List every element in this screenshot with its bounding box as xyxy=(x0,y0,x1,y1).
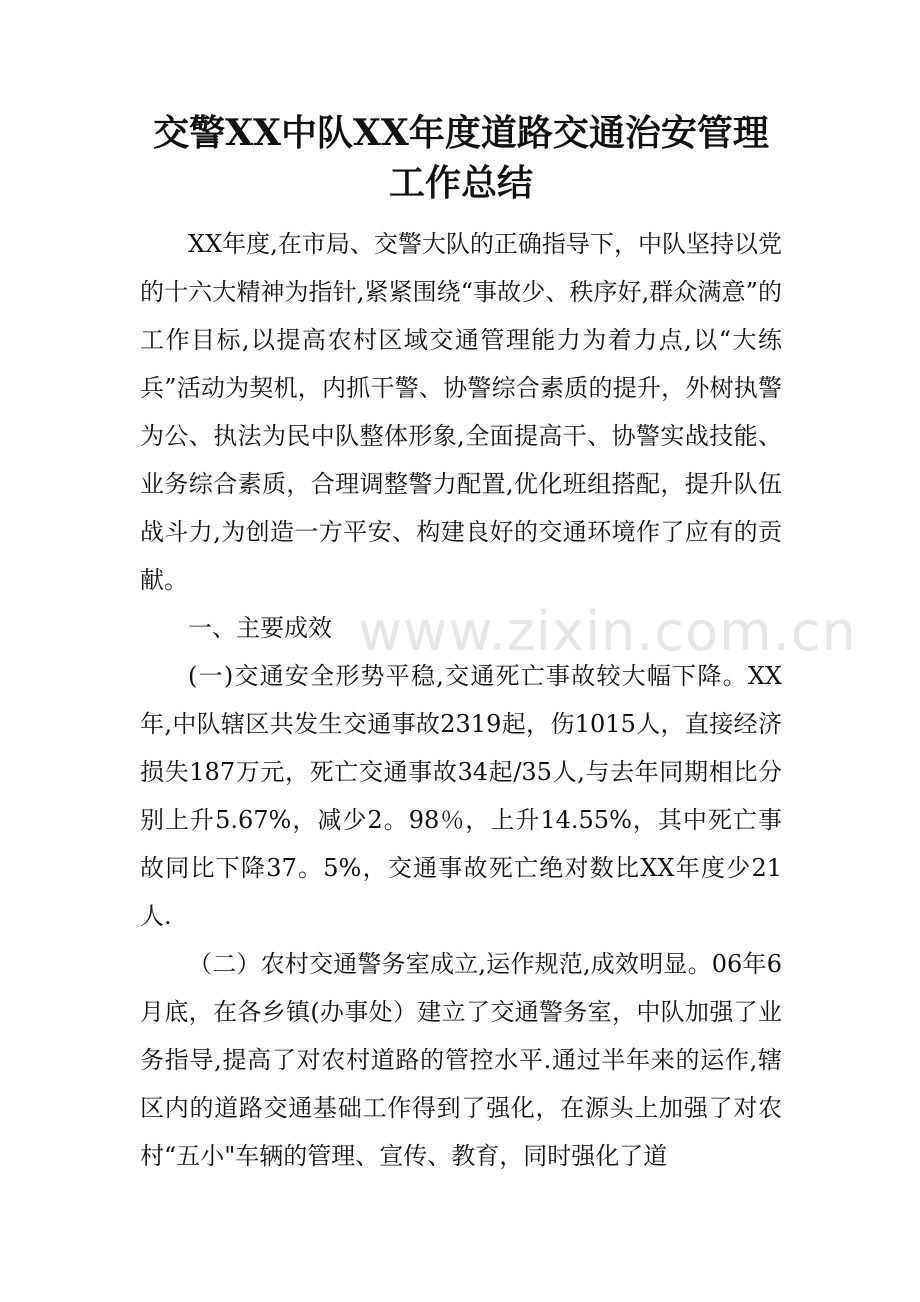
watermark-text: www.zixin.com.cn xyxy=(358,600,857,663)
paragraph-rural-police-office: （二）农村交通警务室成立,运作规范,成效明显。06年6月底，在各乡镇(办事处）建立了交通警务室，中队加强了业务指导,提高了对农村道路的管控水平.通过半年来的运作,辖区内的道路交通基础工作得到了强化，在源头上加强了对农村“五小"车辆的管理、宣传、教育，同时强化了道 xyxy=(140,950,782,1170)
paragraph-traffic-safety: (一)交通安全形势平稳,交通死亡事故较大幅下降。XX年,中队辖区共发生交通事故2319起，伤1015人，直接经济损失187万元，死亡交通事故34起/35人,与去年同期相比分别上升5.67%，减少2。98％，上升14.55%，其中死亡事故同比下降37。5%，交通事故死亡绝对数比XX年度少21人. xyxy=(140,662,782,930)
intro-paragraph: XX年度,在市局、交警大队的正确指导下，中队坚持以党的十六大精神为指针,紧紧围绕“事故少、秩序好,群众满意”的工作目标,以提高农村区域交通管理能力为着力点,以“大练兵”活动为契机，内抓干警、协警综合素质的提升，外树执警为公、执法为民中队整体形象,全面提高干、协警实战技能、业务综合素质，合理调整警力配置,优化班组搭配，提升队伍战斗力,为创造一方平安、构建良好的交通环境作了应有的贡献。 xyxy=(140,230,782,594)
document-page xyxy=(140,108,782,1180)
document-title xyxy=(140,108,782,208)
title-line-2: 工作总结 xyxy=(388,162,533,204)
section-heading-main-results: 一、主要成效 xyxy=(188,614,332,642)
title-line-1: 交警XX中队XX年度道路交通治安管理 xyxy=(153,112,769,154)
